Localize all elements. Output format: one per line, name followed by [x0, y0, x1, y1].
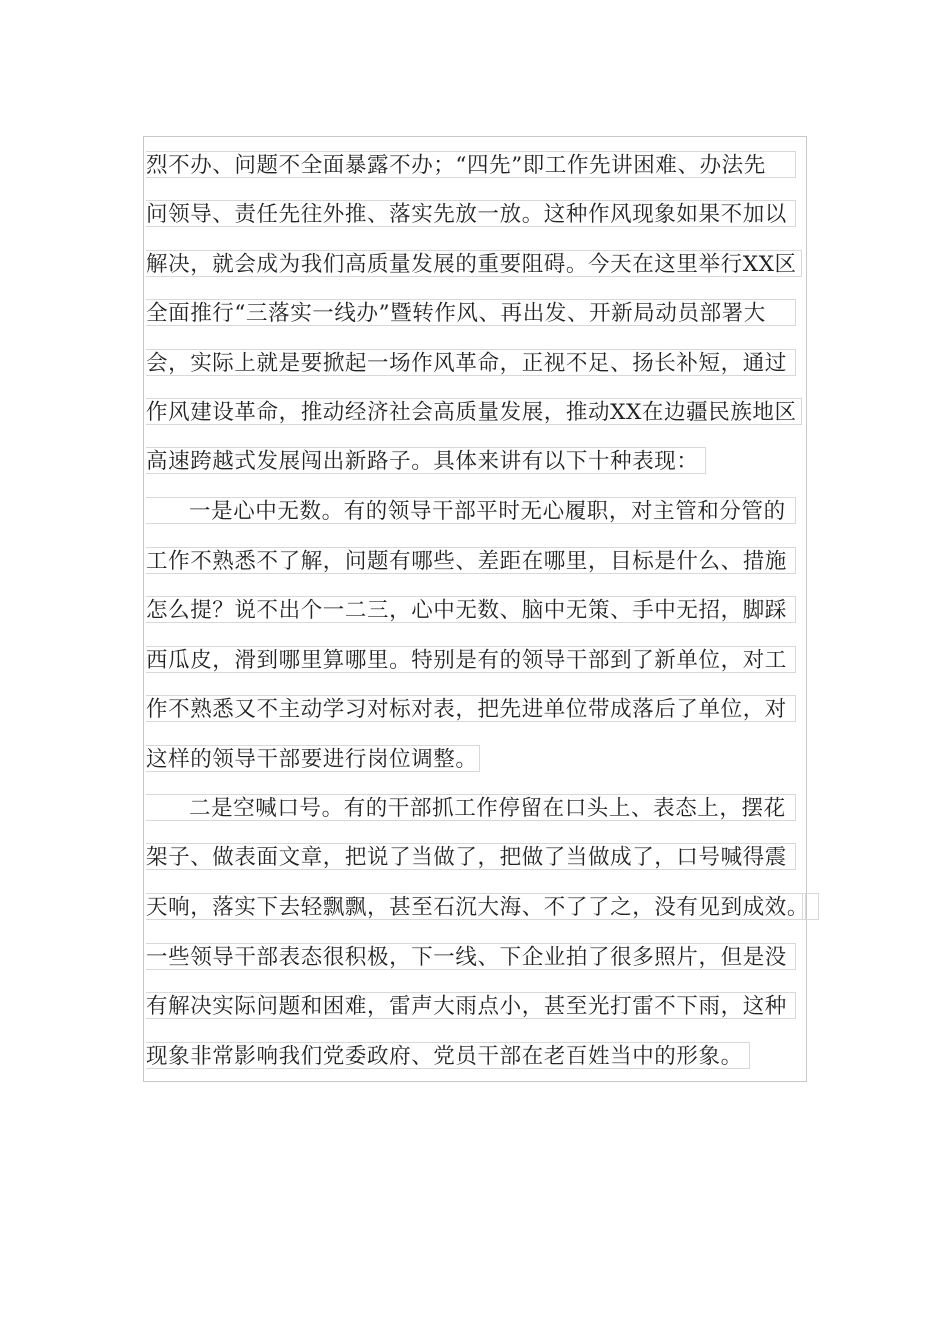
text-line: 作不熟悉又不主动学习对标对表，把先进单位带成落后了单位，对 — [146, 695, 796, 722]
paragraph-first-line: 一是心中无数。有的领导干部平时无心履职，对主管和分管的 — [146, 497, 796, 524]
text-line: 工作不熟悉不了解，问题有哪些、差距在哪里，目标是什么、措施 — [146, 547, 796, 574]
text-line: 一些领导干部表态很积极，下一线、下企业拍了很多照片，但是没 — [146, 943, 796, 970]
text-line: 解决，就会成为我们高质量发展的重要阻碍。今天在这里举行XX区 — [146, 250, 802, 277]
text-line: 全面推行“三落实一线办”暨转作风、再出发、开新局动员部署大 — [146, 299, 796, 326]
text-line: 烈不办、问题不全面暴露不办；“四先”即工作先讲困难、办法先 — [146, 151, 796, 178]
paragraph-first-line: 二是空喊口号。有的干部抓工作停留在口头上、表态上，摆花 — [146, 794, 796, 821]
text-line: 有解决实际问题和困难，雷声大雨点小，甚至光打雷不下雨，这种 — [146, 992, 796, 1019]
text-line: 作风建设革命，推动经济社会高质量发展，推动XX在边疆民族地区 — [146, 398, 802, 425]
text-line: 会，实际上就是要掀起一场作风革命，正视不足、扬长补短，通过 — [146, 349, 796, 376]
text-line: 现象非常影响我们党委政府、党员干部在老百姓当中的形象。 — [146, 1042, 750, 1069]
text-line: 这样的领导干部要进行岗位调整。 — [146, 745, 480, 772]
text-line: 高速跨越式发展闯出新路子。具体来讲有以下十种表现： — [146, 447, 706, 474]
text-line: 怎么提？说不出个一二三，心中无数、脑中无策、手中无招，脚踩 — [146, 596, 796, 623]
text-line: 西瓜皮，滑到哪里算哪里。特别是有的领导干部到了新单位，对工 — [146, 646, 796, 673]
text-line: 问领导、责任先往外推、落实先放一放。这种作风现象如果不加以 — [146, 200, 796, 227]
line-overflow-marker — [802, 893, 819, 920]
text-line: 架子、做表面文章，把说了当做了，把做了当做成了，口号喊得震 — [146, 843, 796, 870]
text-line: 天响，落实下去轻飘飘，甚至石沉大海、不了了之，没有见到成效。 — [146, 895, 810, 920]
